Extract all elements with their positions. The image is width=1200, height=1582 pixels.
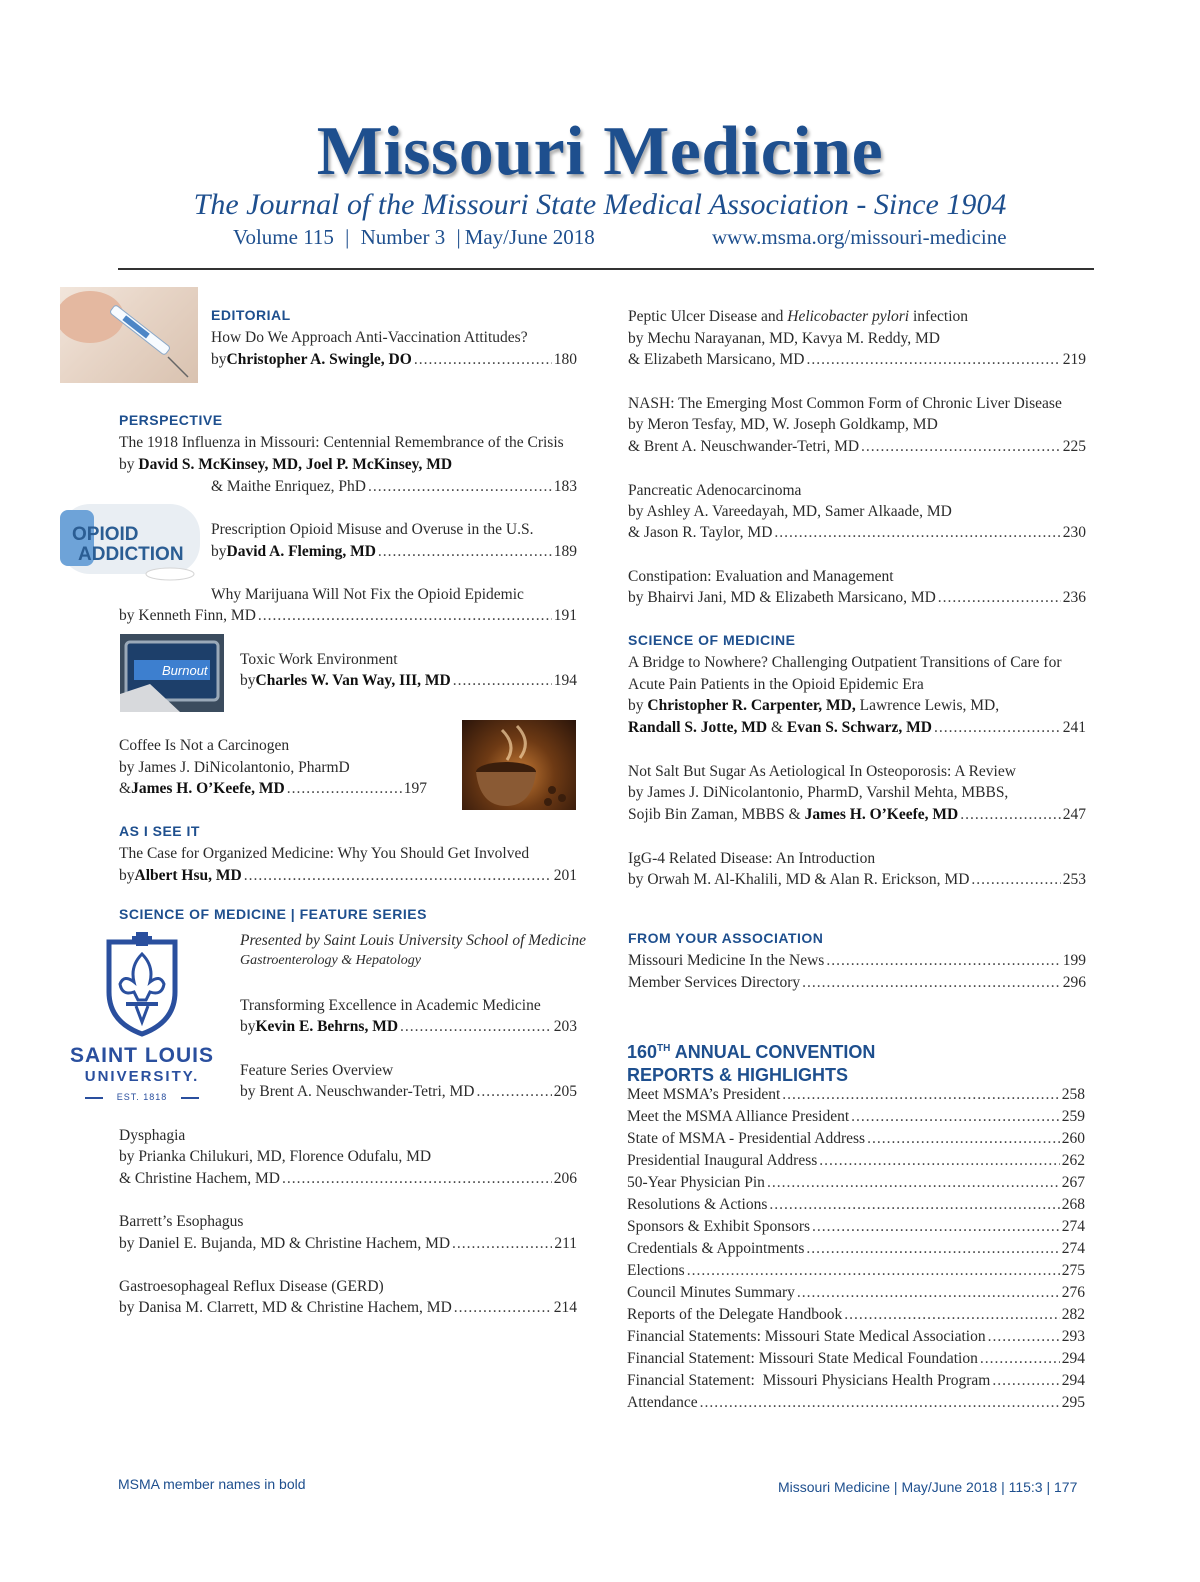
dot-leader — [806, 349, 1060, 371]
volume: Volume 115 — [233, 225, 334, 249]
journal-subtitle: The Journal of the Missouri State Medical Association - Since 1904 — [193, 188, 1007, 221]
author: by Danisa M. Clarrett, MD & Christine Hachem, MD — [119, 1299, 452, 1316]
addiction-text: ADDICTION — [78, 544, 184, 565]
page-number: 191 — [553, 607, 577, 624]
dot-leader — [287, 778, 402, 800]
article-title[interactable]: IgG-4 Related Disease: An Introduction — [628, 850, 876, 867]
author: Christopher A. Swingle, DO — [226, 351, 412, 368]
page-number: 275 — [1061, 1262, 1085, 1279]
author: David A. Fleming, MD — [226, 543, 376, 560]
author: Randall S. Jotte, MD — [628, 719, 768, 736]
author: Evan S. Schwarz, MD — [786, 719, 932, 736]
author: Kevin E. Behrns, MD — [255, 1018, 399, 1035]
by-text: by — [240, 1018, 256, 1035]
item-label: Meet MSMA’s President — [627, 1086, 781, 1103]
article-title-cont[interactable]: Acute Pain Patients in the Opioid Epidemic Era — [628, 676, 924, 693]
author: by Orwah M. Al-Khalili, MD & Alan R. Erickson, MD — [628, 871, 970, 888]
author: David S. McKinsey, MD, Joel P. McKinsey, MD — [138, 456, 453, 473]
dot-leader — [453, 670, 552, 692]
list-item[interactable] — [627, 1260, 1085, 1282]
article-byline — [628, 522, 1086, 544]
item-label: Meet the MSMA Alliance President — [627, 1108, 850, 1125]
separator: | — [456, 225, 461, 249]
list-item[interactable] — [627, 1304, 1085, 1326]
opioid-addiction-image — [60, 500, 200, 582]
dot-leader — [797, 1282, 1060, 1304]
page-number: 282 — [1061, 1306, 1085, 1323]
article-title[interactable]: NASH: The Emerging Most Common Form of Chronic Liver Disease — [628, 395, 1062, 412]
list-item[interactable] — [627, 1392, 1085, 1414]
article-byline — [240, 670, 577, 692]
amp-text: & — [119, 780, 132, 797]
dot-leader — [960, 804, 1061, 826]
separator: | — [345, 225, 350, 249]
article-byline — [628, 587, 1086, 609]
article-byline — [628, 349, 1086, 371]
article-title[interactable]: A Bridge to Nowhere? Challenging Outpatient Transitions of Care for — [628, 654, 1062, 671]
dot-leader — [414, 349, 552, 371]
page-number: 206 — [553, 1170, 577, 1187]
opioid-text: OPIOID — [72, 524, 139, 545]
page-number: 189 — [553, 543, 577, 560]
list-item[interactable] — [627, 1084, 1085, 1106]
article-byline — [628, 869, 1086, 891]
article-byline — [119, 1168, 577, 1190]
dot-leader — [802, 972, 1061, 994]
dot-leader — [400, 1016, 552, 1038]
dot-leader — [819, 1150, 1059, 1172]
item-label: Resolutions & Actions — [627, 1196, 768, 1213]
association-list — [628, 950, 1086, 994]
item-label: State of MSMA - Presidential Address — [627, 1130, 866, 1147]
convention-heading-line1 — [627, 1037, 875, 1064]
page-number: 194 — [553, 672, 577, 689]
by-text: by — [211, 351, 227, 368]
page-number: 260 — [1061, 1130, 1085, 1147]
article-byline — [628, 695, 999, 717]
ordinal-number: 160 — [627, 1042, 658, 1062]
by-text: by — [628, 697, 648, 714]
slu-name-line1: SAINT LOUIS — [69, 1044, 214, 1067]
burnout-image — [120, 634, 224, 712]
article-title[interactable]: The Case for Organized Medicine: Why You Should Get Involved — [119, 845, 530, 862]
list-item[interactable] — [627, 1370, 1085, 1392]
page-number: 214 — [553, 1299, 577, 1316]
article-byline — [119, 778, 427, 800]
article-title[interactable]: Transforming Excellence in Academic Medicine — [240, 997, 541, 1014]
dot-leader — [477, 1081, 552, 1103]
author: & Jason R. Taylor, MD — [628, 524, 773, 541]
slu-name-line2: UNIVERSITY. — [84, 1068, 200, 1085]
author: James H. O’Keefe, MD — [804, 806, 959, 823]
section-from-your-association: FROM YOUR ASSOCIATION — [628, 930, 824, 946]
section-science-of-medicine: SCIENCE OF MEDICINE — [628, 632, 796, 648]
item-label: Presidential Inaugural Address — [627, 1152, 818, 1169]
author: Lawrence Lewis, MD, — [855, 697, 1000, 714]
article-byline — [119, 865, 577, 887]
article-byline: by James J. DiNicolantonio, PharmD — [119, 759, 350, 776]
ordinal-suffix: TH — [657, 1043, 671, 1054]
fleur-de-lis-shield-icon — [62, 930, 222, 1040]
item-label: Missouri Medicine In the News — [628, 952, 825, 969]
by-text: by — [119, 456, 139, 473]
convention-list — [627, 1084, 1085, 1414]
page-number: 183 — [553, 478, 577, 495]
article-byline — [628, 804, 1086, 826]
item-label: Elections — [627, 1262, 685, 1279]
list-item[interactable] — [627, 1106, 1085, 1128]
item-label: Council Minutes Summary — [627, 1284, 795, 1301]
presented-by: Presented by Saint Louis University School of Medicine — [240, 932, 586, 949]
section-convention — [627, 1037, 875, 1087]
footer-note: MSMA member names in bold — [118, 1476, 306, 1492]
author: & Maithe Enriquez, PhD — [211, 478, 366, 495]
article-byline — [211, 541, 577, 563]
article-byline — [240, 1081, 577, 1103]
article-title[interactable]: Feature Series Overview — [240, 1062, 394, 1079]
dot-leader — [378, 541, 552, 563]
slu-est — [62, 1092, 222, 1102]
page-number: 295 — [1061, 1394, 1085, 1411]
coffee-image — [462, 720, 576, 810]
item-label: 50-Year Physician Pin — [627, 1174, 765, 1191]
department: Gastroenterology & Hepatology — [240, 953, 421, 968]
dot-leader — [851, 1106, 1060, 1128]
heading-text: ANNUAL CONVENTION — [670, 1042, 876, 1062]
page-number: 294 — [1061, 1372, 1085, 1389]
list-item[interactable] — [627, 1216, 1085, 1238]
dot-leader — [934, 717, 1061, 739]
dot-leader — [826, 950, 1060, 972]
author: Charles W. Van Way, III, MD — [255, 672, 451, 689]
item-label: Sponsors & Exhibit Sponsors — [627, 1218, 811, 1235]
page-number: 274 — [1061, 1218, 1085, 1235]
est-text: EST. 1818 — [116, 1092, 168, 1102]
page-number: 219 — [1062, 351, 1086, 368]
dot-leader — [767, 1172, 1060, 1194]
article-title[interactable]: Coffee Is Not a Carcinogen — [119, 737, 290, 754]
article-byline: by James J. DiNicolantonio, PharmD, Varshil Mehta, MBBS, — [628, 784, 1009, 801]
list-item[interactable] — [628, 972, 1086, 994]
page-number: 225 — [1062, 438, 1086, 455]
dot-leader — [258, 605, 552, 627]
author: Sojib Bin Zaman, MBBS & — [628, 806, 805, 823]
page-number: 236 — [1062, 589, 1086, 606]
dot-leader — [244, 865, 552, 887]
journal-url[interactable]: www.msma.org/missouri-medicine — [712, 225, 1007, 249]
dot-leader — [282, 1168, 552, 1190]
article-byline — [119, 454, 452, 476]
page-number: 258 — [1061, 1086, 1085, 1103]
author: Albert Hsu, MD — [134, 867, 242, 884]
dot-leader — [687, 1260, 1060, 1282]
page-number: 247 — [1062, 806, 1086, 823]
page-number: 267 — [1061, 1174, 1085, 1191]
article-title[interactable]: Barrett’s Esophagus — [119, 1213, 244, 1230]
dot-leader — [812, 1216, 1060, 1238]
page-number: 201 — [553, 867, 577, 884]
header-rule — [118, 268, 1094, 270]
item-label: Credentials & Appointments — [627, 1240, 805, 1257]
list-item[interactable] — [628, 950, 1086, 972]
issue-info — [233, 225, 595, 250]
list-item[interactable] — [627, 1172, 1085, 1194]
dot-leader — [938, 587, 1061, 609]
dot-leader — [700, 1392, 1060, 1414]
burnout-text: Burnout — [162, 663, 208, 678]
page-number: 199 — [1062, 952, 1086, 969]
article-title[interactable]: Pancreatic Adenocarcinoma — [628, 482, 802, 499]
editorial-byline — [211, 349, 577, 371]
dot-leader — [454, 1297, 552, 1319]
by-text: by — [240, 672, 256, 689]
author: James H. O’Keefe, MD — [131, 780, 285, 797]
article-title[interactable]: Not Salt But Sugar As Aetiological In Osteoporosis: A Review — [628, 763, 1016, 780]
author: & Brent A. Neuschwander-Tetri, MD — [628, 438, 860, 455]
article-byline — [628, 717, 1086, 739]
dot-leader — [769, 1194, 1059, 1216]
journal-title: Missouri Medicine — [316, 113, 884, 190]
title-italic: Helicobacter pylori — [787, 308, 910, 325]
author: by Bhairvi Jani, MD & Elizabeth Marsicano, MD — [628, 589, 936, 606]
author: by Brent A. Neuschwander-Tetri, MD — [240, 1083, 475, 1100]
dot-leader — [867, 1128, 1060, 1150]
dot-leader — [774, 522, 1060, 544]
page-number: 294 — [1061, 1350, 1085, 1367]
section-feature-series: SCIENCE OF MEDICINE | FEATURE SERIES — [119, 906, 427, 922]
page-number: 276 — [1061, 1284, 1085, 1301]
article-byline — [119, 1297, 577, 1319]
article-byline — [628, 436, 1086, 458]
convention-heading-line2: REPORTS & HIGHLIGHTS — [627, 1065, 849, 1085]
article-byline: by Meron Tesfay, MD, W. Joseph Goldkamp, MD — [628, 416, 938, 433]
by-text: by — [119, 867, 135, 884]
page-number: 268 — [1061, 1196, 1085, 1213]
editorial-title[interactable]: How Do We Approach Anti-Vaccination Attitudes? — [211, 329, 528, 346]
page-number: 203 — [553, 1018, 577, 1035]
article-title[interactable]: Gastroesophageal Reflux Disease (GERD) — [119, 1278, 384, 1295]
item-label: Attendance — [627, 1394, 698, 1411]
by-text: by — [211, 543, 227, 560]
page-number: 180 — [553, 351, 577, 368]
item-label: Member Services Directory — [628, 974, 801, 991]
article-title[interactable]: Dysphagia — [119, 1127, 186, 1144]
footer-folio: Missouri Medicine | May/June 2018 | 115:3 | 177 — [778, 1479, 1078, 1495]
page-number: 293 — [1061, 1328, 1085, 1345]
dot-leader — [980, 1348, 1060, 1370]
article-byline: by Prianka Chilukuri, MD, Florence Odufalu, MD — [119, 1148, 432, 1165]
author: & Elizabeth Marsicano, MD — [628, 351, 805, 368]
dot-leader — [988, 1326, 1060, 1348]
author: by Kenneth Finn, MD — [119, 607, 256, 624]
page-number: 296 — [1062, 974, 1086, 991]
section-as-i-see-it: AS I SEE IT — [119, 823, 200, 839]
dot-leader — [844, 1304, 1060, 1326]
title-part: infection — [909, 308, 969, 325]
list-item[interactable] — [627, 1194, 1085, 1216]
dot-leader — [782, 1084, 1059, 1106]
item-label: Financial Statement: Missouri Physicians Health Program — [627, 1372, 991, 1389]
list-item[interactable] — [627, 1238, 1085, 1260]
article-title[interactable]: Constipation: Evaluation and Management — [628, 568, 894, 585]
issue-date: May/June 2018 — [464, 225, 595, 249]
page-number: 211 — [554, 1235, 577, 1252]
item-label: Reports of the Delegate Handbook — [627, 1306, 843, 1323]
article-title[interactable] — [628, 306, 968, 328]
page-number: 262 — [1061, 1152, 1085, 1169]
title-part: Peptic Ulcer Disease and — [628, 308, 788, 325]
list-item[interactable] — [627, 1282, 1085, 1304]
article-byline — [119, 605, 577, 627]
author: & Christine Hachem, MD — [119, 1170, 281, 1187]
dot-leader — [806, 1238, 1059, 1260]
list-item[interactable] — [627, 1150, 1085, 1172]
article-byline: by Ashley A. Vareedayah, MD, Samer Alkaade, MD — [628, 503, 952, 520]
list-item[interactable] — [627, 1128, 1085, 1150]
number: Number 3 — [360, 225, 446, 249]
item-label: Financial Statement: Missouri State Medical Foundation — [627, 1350, 978, 1367]
section-perspective: PERSPECTIVE — [119, 412, 223, 428]
article-title[interactable]: Why Marijuana Will Not Fix the Opioid Epidemic — [211, 586, 524, 603]
page-number: 259 — [1061, 1108, 1085, 1125]
page-number: 197 — [403, 780, 427, 797]
article-byline — [119, 1233, 577, 1255]
item-label: Financial Statements: Missouri State Medical Association — [627, 1328, 986, 1345]
article-title[interactable]: Prescription Opioid Misuse and Overuse in the U.S. — [211, 521, 534, 538]
article-title[interactable]: Toxic Work Environment — [240, 651, 398, 668]
page-number: 253 — [1062, 871, 1086, 888]
vaccine-syringe-image — [60, 287, 198, 383]
article-byline: by Mechu Narayanan, MD, Kavya M. Reddy, MD — [628, 330, 940, 347]
dot-leader — [452, 1233, 552, 1255]
page-number: 241 — [1062, 719, 1086, 736]
slu-logo — [62, 930, 222, 1110]
page-number: 230 — [1062, 524, 1086, 541]
author: by Daniel E. Bujanda, MD & Christine Hachem, MD — [119, 1235, 451, 1252]
dot-leader — [368, 476, 552, 498]
list-item[interactable] — [627, 1326, 1085, 1348]
section-editorial: EDITORIAL — [211, 307, 291, 323]
article-byline — [211, 476, 577, 498]
article-title[interactable]: The 1918 Influenza in Missouri: Centennial Remembrance of the Crisis — [119, 434, 564, 451]
dot-leader — [992, 1370, 1059, 1392]
list-item[interactable] — [627, 1348, 1085, 1370]
article-byline — [240, 1016, 577, 1038]
dot-leader — [971, 869, 1060, 891]
dot-leader — [861, 436, 1061, 458]
page-number: 205 — [553, 1083, 577, 1100]
author: Christopher R. Carpenter, MD, — [647, 697, 856, 714]
amp-text: & — [767, 719, 787, 736]
page-number: 274 — [1061, 1240, 1085, 1257]
